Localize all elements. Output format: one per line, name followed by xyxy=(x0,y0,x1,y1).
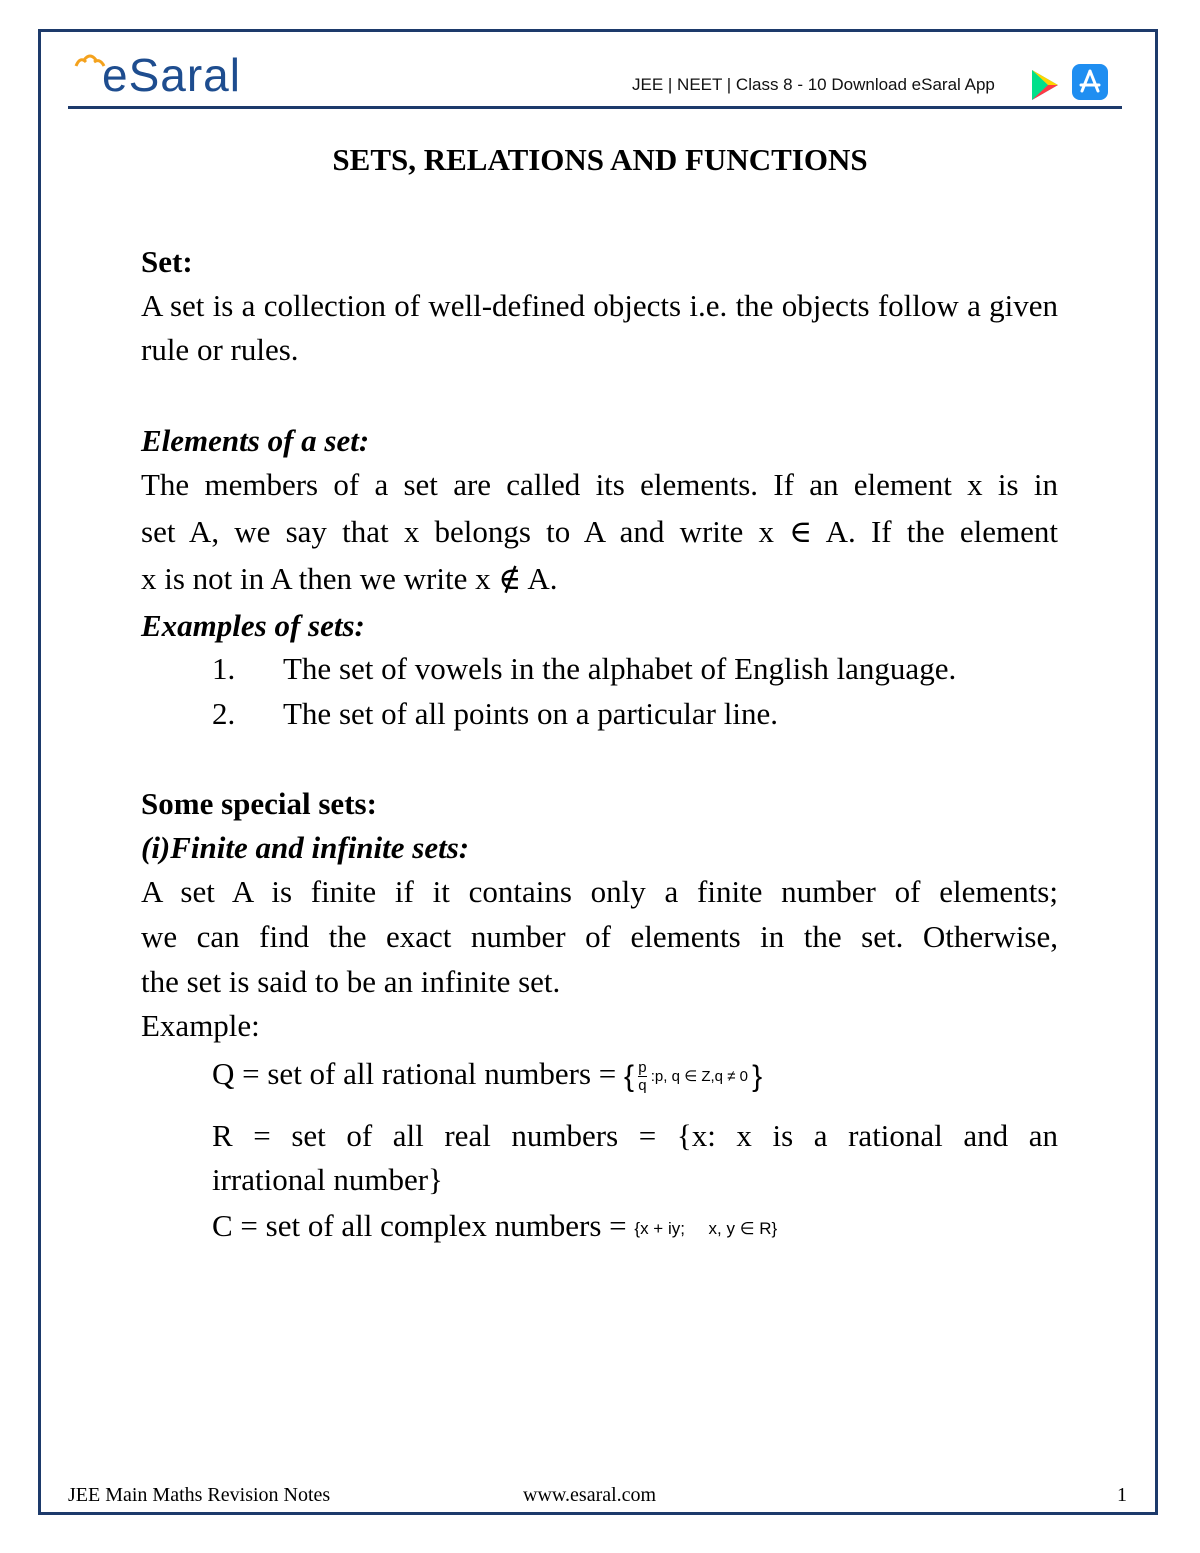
app-store-icon[interactable] xyxy=(1072,64,1108,100)
complex-numbers-formula: {x + iy; x, y ∈ R} xyxy=(634,1218,778,1238)
set-heading: Set: xyxy=(141,244,193,279)
complex-numbers-label: C = set of all complex numbers = xyxy=(212,1208,635,1243)
finite-definition-line-3: the set is said to be an infinite set. xyxy=(141,964,561,999)
page-number: 1 xyxy=(1117,1484,1127,1506)
rational-numbers-line xyxy=(212,1052,762,1099)
brand-logo-text: eSaral xyxy=(102,49,241,101)
list-item-number: 1. xyxy=(212,651,236,686)
examples-heading: Examples of sets: xyxy=(141,608,365,643)
set-definition: A set is a collection of well-defined objects i.e. the objects follow a given rule or rules. xyxy=(141,288,1058,367)
elements-text-line-1: The members of a set are called its elements. If an element x is in xyxy=(141,467,1058,502)
fraction-denominator: q xyxy=(638,1077,647,1095)
page-title: SETS, RELATIONS AND FUNCTIONS xyxy=(332,142,868,177)
finite-infinite-heading: (i)Finite and infinite sets: xyxy=(141,830,470,865)
finite-definition-line-2: we can find the exact number of elements in the set. Otherwise, xyxy=(141,919,1058,954)
elements-text-line-3: x is not in A then we write x ∉ A. xyxy=(141,561,558,596)
fraction-numerator: p xyxy=(638,1059,647,1077)
real-numbers-line-1: R = set of all real numbers = {x: x is a rational and an xyxy=(212,1118,1058,1153)
complex-numbers-line xyxy=(212,1204,777,1251)
list-item: The set of all points on a particular line. xyxy=(283,696,778,731)
header-divider xyxy=(68,106,1122,109)
finite-definition-line-1: A set A is finite if it contains only a finite number of elements; xyxy=(141,874,1058,909)
list-item: The set of vowels in the alphabet of English language. xyxy=(283,651,957,686)
rational-numbers-label: Q = set of all rational numbers = xyxy=(212,1056,625,1091)
footer-title: JEE Main Maths Revision Notes xyxy=(68,1484,331,1506)
example-label: Example: xyxy=(141,1008,260,1043)
rational-condition: :p, q ∈ Z,q ≠ 0 xyxy=(650,1067,748,1085)
elements-heading: Elements of a set: xyxy=(141,423,370,458)
list-item-number: 2. xyxy=(212,696,236,731)
real-numbers-line-2: irrational number} xyxy=(212,1162,443,1197)
rational-numbers-formula: { $\frac{p}{q}$ :p, q ∈ Z,q ≠ 0 } xyxy=(624,1059,763,1095)
header-tagline: JEE | NEET | Class 8 - 10 Download eSaral App xyxy=(632,75,995,94)
footer-website-link[interactable]: www.esaral.com xyxy=(523,1484,657,1506)
google-play-icon[interactable] xyxy=(1030,68,1060,102)
page-border xyxy=(38,29,1158,1515)
special-sets-heading: Some special sets: xyxy=(141,786,377,821)
elements-text-line-2: set A, we say that x belongs to A and write x ∈ A. If the element xyxy=(141,514,1058,549)
